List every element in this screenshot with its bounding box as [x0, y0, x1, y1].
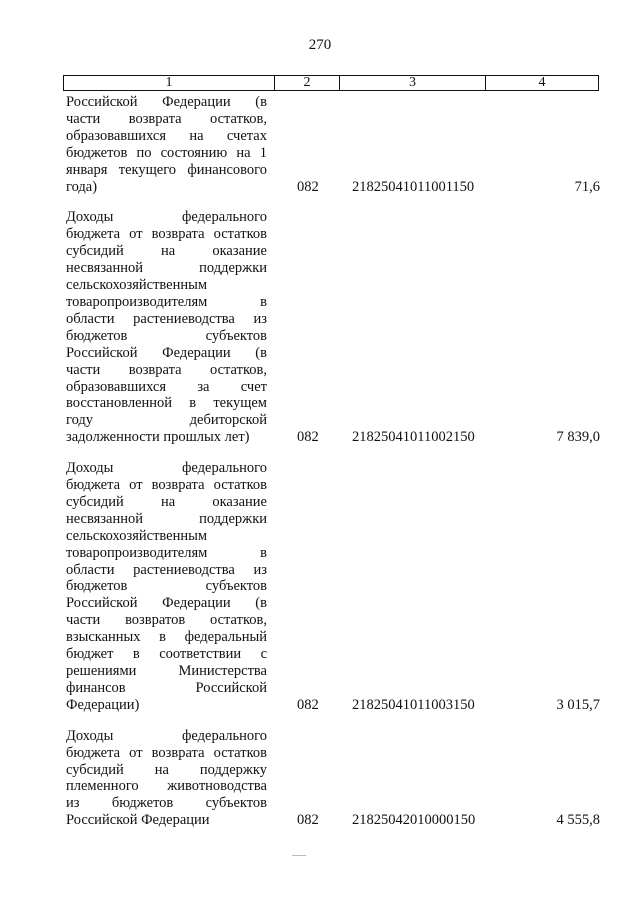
word: федерального [182, 209, 267, 226]
word: восстановленной [66, 395, 173, 412]
row-description [66, 728, 267, 829]
word: бюджетов [66, 327, 128, 344]
admin-code: 082 [297, 429, 319, 446]
word: Доходы [66, 727, 114, 744]
budget-classification-code: 21825041011001150 [352, 178, 475, 195]
word: области [66, 561, 115, 578]
table-row [0, 94, 640, 195]
word: 1 [259, 144, 267, 161]
column-header-1: 1 [64, 76, 275, 90]
word: бюджета [66, 477, 121, 494]
word: образовавшихся [66, 127, 167, 144]
word: субсидий [66, 761, 124, 778]
description-line [66, 477, 267, 494]
word: растениеводства [133, 561, 235, 578]
word: января [66, 161, 108, 178]
word: на [160, 243, 176, 260]
description-line [66, 111, 267, 128]
word: остатков, [209, 361, 267, 378]
row-description [66, 94, 267, 195]
description-line [66, 379, 267, 396]
description-line [66, 612, 267, 629]
column-header-4: 4 [538, 75, 546, 90]
description-line [66, 545, 267, 562]
word: животноводства [167, 778, 267, 795]
word: товаропроизводителям [66, 544, 208, 561]
description-line [66, 345, 267, 362]
word: остатков [213, 477, 267, 494]
word: части [66, 361, 101, 378]
description-line [66, 162, 267, 179]
description-line: задолженности прошлых лет) [66, 429, 250, 446]
word: бюджета [66, 744, 121, 761]
word: остатков [213, 744, 267, 761]
word: в [132, 646, 140, 663]
word: несвязанной [66, 260, 144, 277]
description-line: Российской Федерации [66, 812, 210, 829]
word: образовавшихся [66, 378, 167, 395]
word: (в [255, 94, 267, 110]
column-header-3: 3 [340, 76, 486, 90]
admin-code: 082 [297, 696, 319, 713]
description-line [66, 328, 267, 345]
word: счет [240, 378, 267, 395]
word: в [159, 629, 166, 646]
word: субъектов [205, 327, 267, 344]
row-description [66, 209, 267, 446]
description-line [66, 595, 267, 612]
word: возврата [128, 110, 182, 127]
word: растениеводства [133, 310, 235, 327]
description-line [66, 395, 267, 412]
word: финансов [66, 679, 126, 696]
description-line [66, 260, 267, 277]
word: бюджета [66, 226, 121, 243]
description-line [66, 243, 267, 260]
page-number: 270 [308, 37, 332, 53]
word: бюджетов [111, 795, 174, 812]
word: из [66, 795, 80, 812]
word: текущего [118, 161, 177, 178]
description-line: сельскохозяйственным [66, 277, 208, 294]
description-line [66, 778, 267, 795]
word: в [260, 293, 267, 310]
word: (в [255, 344, 267, 361]
word: Доходы [66, 460, 114, 477]
word: части [66, 110, 101, 127]
word: Российской [66, 344, 138, 361]
word: взысканных [66, 629, 141, 646]
word: части [66, 612, 101, 629]
table-row [0, 728, 640, 829]
word: поддержки [199, 510, 267, 527]
amount-value: 71,6 [574, 178, 600, 195]
word: счетах [226, 127, 267, 144]
description-line [66, 629, 267, 646]
description-line [66, 562, 267, 579]
word: на [160, 493, 176, 510]
description-line [66, 745, 267, 762]
word: Доходы [66, 209, 114, 226]
word: федеральный [184, 629, 267, 646]
word: году [66, 412, 94, 429]
budget-classification-code: 21825041011003150 [352, 696, 475, 713]
word: субъектов [205, 795, 267, 812]
word: от [129, 226, 143, 243]
word: текущем [213, 395, 267, 412]
description-line [66, 294, 267, 311]
description-line [66, 762, 267, 779]
description-line [66, 663, 267, 680]
description-line [66, 578, 267, 595]
word: бюджетов [66, 578, 128, 595]
description-line [66, 209, 267, 226]
description-line [66, 728, 267, 745]
word: в [189, 395, 197, 412]
word: в [260, 544, 267, 561]
word: соответствии [159, 646, 242, 663]
description-line [66, 646, 267, 663]
word: по [136, 144, 152, 161]
word: оказание [212, 243, 267, 260]
word: на [236, 144, 251, 161]
budget-classification-code: 21825042010000150 [352, 812, 476, 829]
word: решениями [66, 663, 137, 679]
amount-value: 4 555,8 [556, 812, 600, 829]
budget-classification-code: 21825041011002150 [352, 429, 475, 446]
description-line [66, 94, 267, 111]
description-line [66, 680, 267, 697]
word: с [260, 646, 267, 663]
word: Российской [66, 595, 138, 612]
description-line [66, 226, 267, 243]
word: остатков, [209, 110, 267, 127]
word: федерального [182, 460, 267, 477]
description-line [66, 460, 267, 477]
description-line: сельскохозяйственным [66, 527, 208, 544]
word: возврата [151, 477, 205, 494]
word: несвязанной [66, 510, 144, 527]
description-line [66, 362, 267, 379]
word: бюджетов [66, 144, 128, 161]
word: оказание [212, 493, 267, 510]
admin-code: 082 [297, 178, 319, 195]
table-header [63, 75, 599, 91]
description-line: года) [66, 178, 98, 195]
word: дебиторской [189, 412, 267, 429]
word: из [253, 310, 267, 327]
word: Федерации [162, 94, 231, 110]
row-description [66, 460, 267, 714]
word: финансового [187, 161, 267, 178]
word: возврата [128, 361, 182, 378]
table-row [0, 209, 640, 446]
amount-value: 7 839,0 [556, 429, 600, 446]
description-line: Федерации) [66, 696, 140, 713]
description-line [66, 511, 267, 528]
word: на [189, 127, 204, 144]
word: от [129, 477, 143, 494]
admin-code: 082 [297, 812, 319, 829]
description-line [66, 128, 267, 145]
word: субсидий [66, 243, 124, 260]
description-line [66, 145, 267, 162]
word: (в [255, 595, 267, 612]
word: за [197, 378, 210, 395]
word: из [253, 561, 267, 578]
word: возвратов [125, 612, 186, 629]
word: Министерства [178, 663, 267, 679]
word: Федерации [162, 595, 231, 612]
word: возврата [151, 226, 205, 243]
amount-value: 3 015,7 [556, 696, 600, 713]
word: Российской [195, 679, 267, 696]
word: остатков [213, 226, 267, 243]
table-row [0, 460, 640, 714]
word: возврата [151, 744, 205, 761]
word: товаропроизводителям [66, 293, 208, 310]
word: Российской [66, 94, 138, 110]
word: Федерации [162, 344, 231, 361]
description-line [66, 795, 267, 812]
word: федерального [182, 727, 267, 744]
word: остатков, [209, 612, 267, 629]
word: состоянию [160, 144, 228, 161]
word: поддержку [199, 761, 267, 778]
description-line [66, 311, 267, 328]
description-line [66, 494, 267, 511]
footer-mark [292, 855, 306, 856]
word: бюджет [66, 646, 114, 663]
word: от [129, 744, 143, 761]
word: поддержки [199, 260, 267, 277]
table-body [0, 94, 640, 843]
column-header-2: 2 [275, 76, 340, 90]
description-line [66, 412, 267, 429]
word: субъектов [205, 578, 267, 595]
word: субсидий [66, 493, 124, 510]
word: на [154, 761, 169, 778]
word: области [66, 310, 115, 327]
word: племенного [66, 778, 139, 795]
